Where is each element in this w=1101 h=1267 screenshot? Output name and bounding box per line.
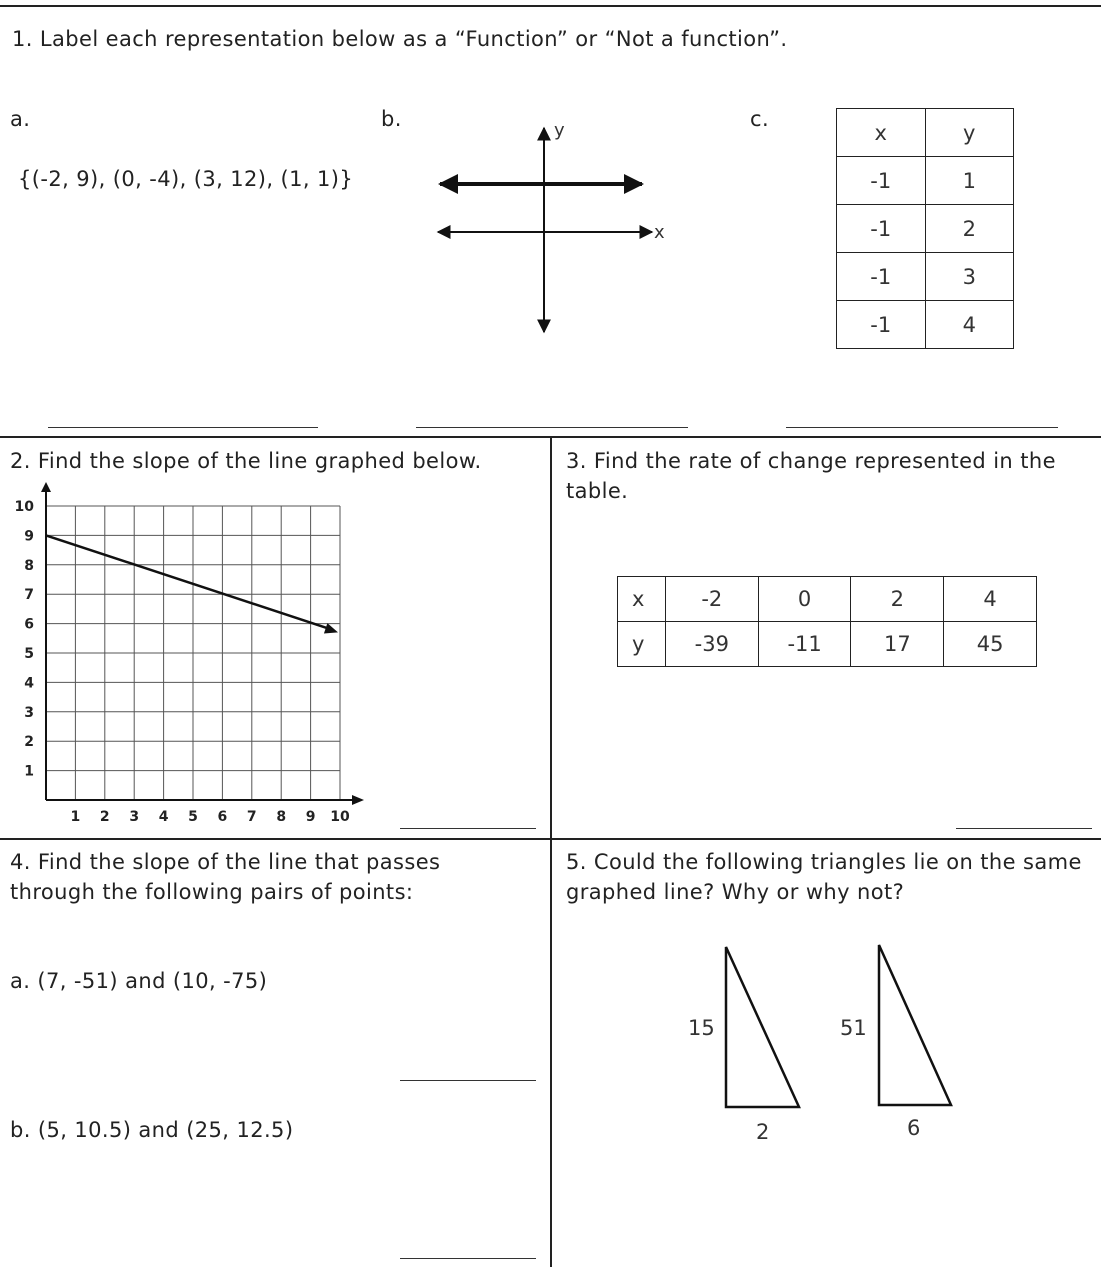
triangle-1	[726, 947, 799, 1107]
table-header-y: y	[925, 109, 1013, 157]
table-cell: -1	[837, 301, 926, 349]
q2-answer-blank[interactable]	[400, 828, 536, 829]
graph-line	[46, 535, 330, 628]
y-axis-label: y	[554, 120, 565, 141]
q3-table	[617, 576, 1037, 667]
y-tick-label: 2	[24, 734, 34, 751]
q4-part-b: b. (5, 10.5) and (25, 12.5)	[10, 1118, 294, 1142]
y-tick-label: 6	[24, 616, 34, 633]
y-tick-label: 8	[24, 557, 34, 574]
q2-prompt: 2. Find the slope of the line graphed below.	[10, 449, 482, 473]
graph-y-axis-arrow	[41, 482, 51, 492]
q3-prompt-line1: 3. Find the rate of change represented in the	[566, 449, 1056, 473]
x-tick-label: 4	[158, 809, 169, 825]
y-tick-label: 4	[24, 675, 34, 692]
x-tick-label: 8	[276, 809, 287, 825]
q4-prompt-line2: through the following pairs of points:	[10, 880, 414, 904]
x-tick-label: 9	[305, 809, 316, 825]
table-cell: 2	[925, 205, 1013, 253]
q1-a-set: {(-2, 9), (0, -4), (3, 12), (1, 1)}	[18, 167, 354, 191]
table-cell: -1	[837, 253, 926, 301]
table-cell: 4	[925, 301, 1013, 349]
q4-part-a: a. (7, -51) and (10, -75)	[10, 969, 268, 993]
triangle-2-base-label: 6	[907, 1116, 921, 1140]
x-tick-label: 5	[188, 809, 198, 825]
q1-b-graph	[420, 110, 680, 340]
table-cell: 2	[851, 577, 944, 622]
graph-line-arrow	[324, 623, 338, 633]
triangle-1-base-label: 2	[756, 1120, 770, 1144]
x-tick-label: 7	[246, 809, 257, 825]
q1-c-label: c.	[750, 107, 770, 131]
x-tick-label: 10	[330, 809, 350, 825]
triangle-1-height-label: 15	[688, 1016, 715, 1040]
table-cell: 17	[851, 622, 944, 667]
q3-answer-blank[interactable]	[956, 828, 1092, 829]
q5-prompt-line1: 5. Could the following triangles lie on the same	[566, 850, 1082, 874]
table-header-x: x	[837, 109, 926, 157]
y-tick-label: 10	[14, 499, 34, 515]
y-tick-label: 3	[24, 704, 34, 721]
table-cell: 1	[925, 157, 1013, 205]
q5-prompt-line2: graphed line? Why or why not?	[566, 880, 905, 904]
y-tick-label: 1	[24, 763, 34, 780]
divider-column	[550, 436, 552, 1267]
q1-c-answer-blank[interactable]	[786, 427, 1058, 428]
table-cell: -1	[837, 205, 926, 253]
x-tick-label: 1	[70, 809, 81, 825]
q1-a-answer-blank[interactable]	[48, 427, 318, 428]
table-row-label-y: y	[618, 622, 666, 667]
triangle-2	[879, 945, 951, 1105]
y-tick-label: 7	[24, 587, 34, 604]
triangle-2-height-label: 51	[840, 1016, 867, 1040]
top-border	[0, 5, 1101, 7]
table-cell: 0	[758, 577, 851, 622]
graph-tick-labels	[15, 499, 350, 825]
x-tick-label: 2	[99, 809, 110, 825]
q1-c-table	[836, 108, 1014, 349]
q1-b-label: b.	[381, 107, 402, 131]
q5-triangles	[670, 935, 990, 1155]
q1-a-label: a.	[10, 107, 31, 131]
q3-prompt-line2: table.	[566, 479, 629, 503]
graph-x-axis-arrow	[352, 795, 364, 805]
table-cell: -1	[837, 157, 926, 205]
table-cell: -11	[758, 622, 851, 667]
q4-prompt-line1: 4. Find the slope of the line that passes	[10, 850, 441, 874]
q4-b-answer-blank[interactable]	[400, 1258, 536, 1259]
table-cell: 45	[944, 622, 1037, 667]
y-tick-label: 9	[24, 528, 34, 545]
table-row-label-x: x	[618, 577, 666, 622]
y-tick-label: 5	[24, 646, 34, 662]
x-axis-label: x	[654, 222, 665, 243]
table-cell: -39	[665, 622, 758, 667]
q2-slope-graph	[0, 478, 380, 833]
x-tick-label: 6	[217, 809, 228, 825]
table-cell: -2	[665, 577, 758, 622]
x-tick-label: 3	[129, 809, 140, 825]
table-cell: 4	[944, 577, 1037, 622]
q1-b-answer-blank[interactable]	[416, 427, 688, 428]
q4-a-answer-blank[interactable]	[400, 1080, 536, 1081]
q1-prompt: 1. Label each representation below as a “Function” or “Not a function”.	[12, 27, 788, 51]
table-cell: 3	[925, 253, 1013, 301]
